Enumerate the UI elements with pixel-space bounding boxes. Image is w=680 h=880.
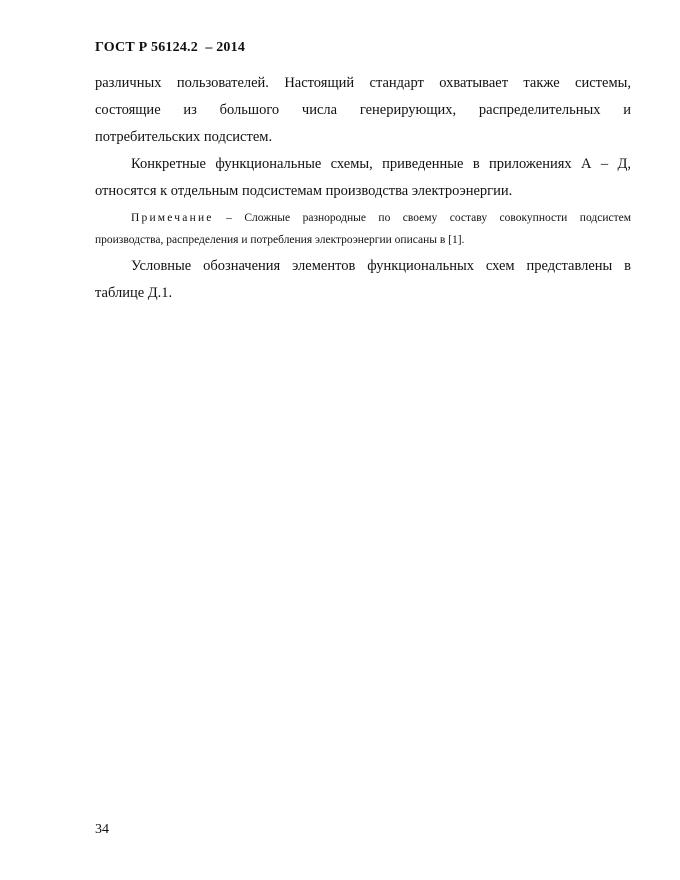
note-label: Примечание xyxy=(131,212,214,224)
text-line: различных пользователей. Настоящий стандарт охватывает также системы, xyxy=(95,75,631,91)
note-line xyxy=(95,207,631,229)
text-line: относятся к отдельным подсистемам производства электроэнергии. xyxy=(95,183,513,199)
text-line: Условные обозначения элементов функциональных схем представлены в xyxy=(131,258,631,274)
document-header: ГОСТ Р 56124.2 – 2014 xyxy=(95,40,246,55)
paragraph xyxy=(95,70,631,151)
body-text xyxy=(95,70,631,307)
note-line: производства, распределения и потребления электроэнергии описаны в [1]. xyxy=(95,234,465,246)
text-line: потребительских подсистем. xyxy=(95,129,273,145)
paragraph xyxy=(95,151,631,205)
text-line: состоящие из большого числа генерирующих, распределительных и xyxy=(95,102,631,118)
page-number: 34 xyxy=(95,822,109,837)
text-line: Конкретные функциональные схемы, приведенные в приложениях А – Д, xyxy=(131,156,631,172)
text-line: таблице Д.1. xyxy=(95,285,173,301)
note-text: – Сложные разнородные по своему составу совокупности подсистем xyxy=(213,212,631,224)
paragraph xyxy=(95,253,631,307)
note xyxy=(95,207,631,251)
